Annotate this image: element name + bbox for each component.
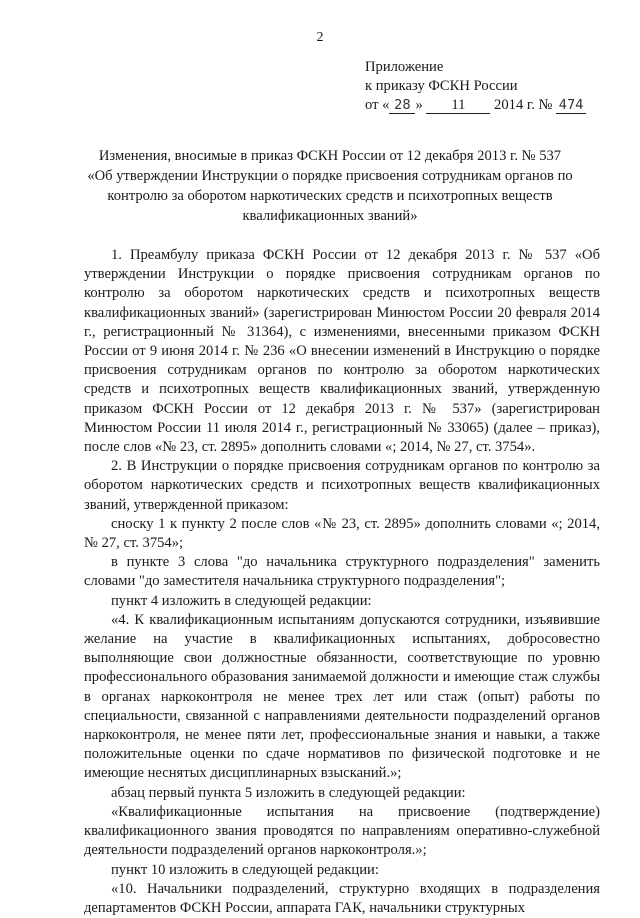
paragraph: пункт 4 изложить в следующей редакции: xyxy=(111,592,372,609)
paragraph: «10. Начальники подразделений, структурно входящих в подразделения департаментов ФСКН России, аппарата ГАК, начальники структурных xyxy=(84,880,600,916)
paragraph: 1. Преамбулу приказа ФСКН России от 12 декабря 2013 г. № 537 «Об утверждении Инструкции о порядке присвоения сотрудникам органов по контролю за оборотом наркотических средств и психотропных веществ квалификационных званий» (зарегистрирован Минюстом России 20 февраля 2014 г., регистрационный № 31364), с изменениями, внесенными приказом ФСКН России от 9 июня 2014 г. № 236 «О внесении изменений в Инструкцию о порядке присвоения сотрудникам органов по контролю за оборотом наркотических средств и психотропных веществ квалификационных званий, утвержденную приказом ФСКН России от 12 декабря 2013 г. № 537» (зарегистрирован Минюстом России 11 июля 2014 г., регистрационный № 33065) (далее – приказ), после слов «№ 23, ст. 2895» дополнить словами «; 2014, № 27, ст. 3754». xyxy=(84,247,600,456)
document-body xyxy=(84,246,600,918)
title-line: Изменения, вносимые в приказ ФСКН России от 12 декабря 2013 г. № 537 xyxy=(98,148,562,164)
paragraph: в пункте 3 слова "до начальника структурного подразделения" заменить словами "до заместителя начальника структурного подразделения"; xyxy=(84,554,600,590)
date-prefix: от « xyxy=(365,97,390,113)
appendix-order-ref: к приказу ФСКН России xyxy=(365,78,518,94)
date-day: 28 xyxy=(389,98,415,114)
date-mid: » xyxy=(415,97,423,113)
paragraph: «Квалификационные испытания на присвоение (подтверждение) квалификационного звания проводятся по направлениям оперативно-служебной деятельности подразделений органов наркоконтроля.»; xyxy=(84,803,600,859)
title-line: «Об утверждении Инструкции о порядке присвоения сотрудникам органов по xyxy=(87,168,573,184)
order-number: 474 xyxy=(556,98,586,114)
paragraph: сноску 1 к пункту 2 после слов «№ 23, ст. 2895» дополнить словами «; 2014, № 27, ст. 3754»; xyxy=(84,515,600,552)
paragraph: «4. К квалификационным испытаниям допускаются сотрудники, изъявившие желание на участие в квалификационных испытаниях, добросовестно выполняющие свои должностные обязанности, соответствующие по уровню профессионального образования занимаемой должности и имеющие стаж службы в органах наркоконтроля не менее трех лет или стаж (опыт) работы по специальности, связанной с направлениями деятельности подразделений органов наркоконтроля, не менее пяти лет, профессиональные знания и навыки, а также положительные оценки по сдаче нормативов по физической подготовке и не имеющие неснятых дисциплинарных взысканий.»; xyxy=(84,611,600,782)
paragraph: пункт 10 изложить в следующей редакции: xyxy=(111,861,379,878)
date-month: 11 xyxy=(426,98,490,114)
appendix-date-line xyxy=(365,96,586,115)
page-number: 2 xyxy=(316,30,324,45)
title-line: квалификационных званий» xyxy=(242,208,418,224)
paragraph: 2. В Инструкции о порядке присвоения сотрудникам органов по контролю за оборотом наркотических средств и психотропных веществ квалификационных званий, утвержденной приказом: xyxy=(84,458,600,513)
paragraph: абзац первый пункта 5 изложить в следующей редакции: xyxy=(111,784,466,801)
title-line: контролю за оборотом наркотических средств и психотропных веществ xyxy=(107,188,553,204)
document-title xyxy=(60,146,600,226)
appendix-label: Приложение xyxy=(365,59,444,75)
date-year: 2014 г. № xyxy=(494,97,553,113)
appendix-header xyxy=(365,58,586,115)
